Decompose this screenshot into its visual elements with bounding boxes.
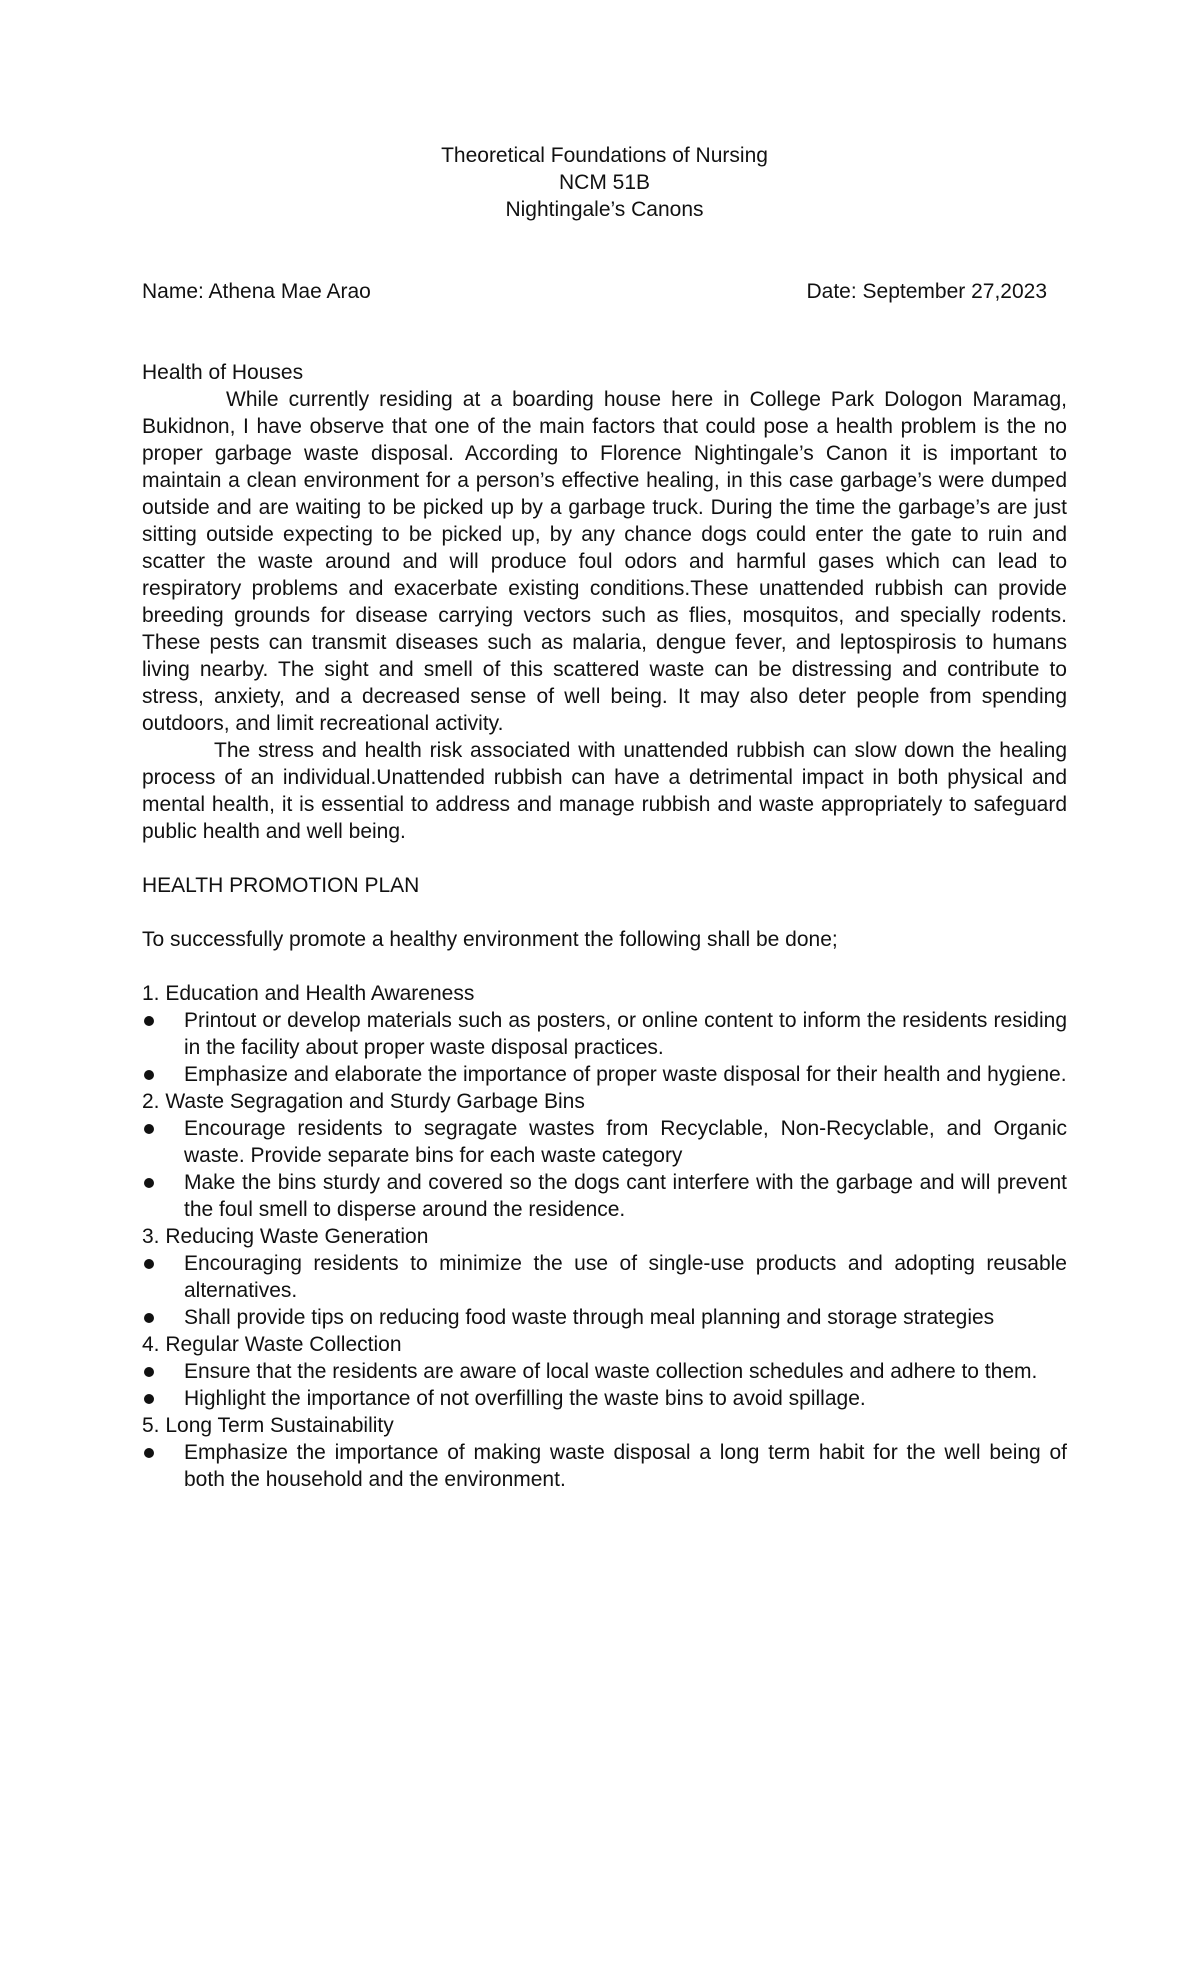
- bullet-text: Emphasize the importance of making waste disposal a long term habit for the well being of both the household and the environment.: [184, 1441, 1067, 1491]
- bullet-text: Printout or develop materials such as posters, or online content to inform the residents residing in the facility about proper waste disposal practices.: [184, 1009, 1067, 1059]
- document-header: [142, 142, 1067, 223]
- bullet-text: Ensure that the residents are aware of local waste collection schedules and adhere to them.: [184, 1360, 1038, 1383]
- plan-list: [142, 980, 1067, 1493]
- bullet-text: Make the bins sturdy and covered so the dogs cant interfere with the garbage and will prevent the foul smell to disperse around the residence.: [184, 1171, 1067, 1221]
- meta-row: [142, 278, 1067, 305]
- bullet-dot-icon: [144, 1070, 154, 1080]
- bullet-list: [142, 1250, 1067, 1331]
- bullet-item: [142, 1385, 1067, 1412]
- bullet-text: Highlight the importance of not overfilling the waste bins to avoid spillage.: [184, 1387, 866, 1410]
- plan-item-title: 1. Education and Health Awareness: [142, 982, 475, 1005]
- bullet-text: Shall provide tips on reducing food waste through meal planning and storage strategies: [184, 1306, 995, 1329]
- bullet-item: [142, 1439, 1067, 1493]
- document-date: Date: September 27,2023: [806, 280, 1047, 303]
- bullet-list: [142, 1439, 1067, 1493]
- plan-intro: To successfully promote a healthy environment the following shall be done;: [142, 928, 838, 951]
- bullet-dot-icon: [144, 1178, 154, 1188]
- plan-title: HEALTH PROMOTION PLAN: [142, 874, 420, 897]
- course-code: NCM 51B: [558, 171, 651, 194]
- bullet-list: [142, 1358, 1067, 1412]
- bullet-item: [142, 1250, 1067, 1304]
- bullet-list: [142, 1115, 1067, 1223]
- plan-item: [142, 980, 1067, 1088]
- plan-item-title: 2. Waste Segragation and Sturdy Garbage Bins: [142, 1090, 585, 1113]
- plan-item-title: 5. Long Term Sustainability: [142, 1414, 394, 1437]
- course-title: Theoretical Foundations of Nursing: [441, 144, 768, 167]
- bullet-dot-icon: [144, 1313, 154, 1323]
- student-name: Name: Athena Mae Arao: [142, 280, 371, 303]
- plan-item: [142, 1331, 1067, 1412]
- plan-item: [142, 1412, 1067, 1493]
- bullet-item: [142, 1007, 1067, 1061]
- bullet-text: Encouraging residents to minimize the use of single-use products and adopting reusable alternatives.: [184, 1252, 1067, 1302]
- section-paragraph-1: While currently residing at a boarding house here in College Park Dologon Maramag, Bukidnon, I have observe that one of the main factors that could pose a health problem is the no proper garbage waste disposal. According to Florence Nightingale’s Canon it is important to maintain a clean environment for a person’s effective healing, in this case garbage’s were dumped outside and are waiting to be picked up by a garbage truck. During the time the garbage’s are just sitting outside expecting to be picked up, by any chance dogs could enter the gate to ruin and scatter the waste around and will produce foul odors and harmful gases which can lead to respiratory problems and exacerbate existing conditions.These unattended rubbish can provide breeding grounds for disease carrying vectors such as flies, mosquitos, and specially rodents. These pests can transmit diseases such as malaria, dengue fever, and leptospirosis to humans living nearby. The sight and smell of this scattered waste can be distressing and contribute to stress, anxiety, and a decreased sense of well being. It may also deter people from spending outdoors, and limit recreational activity.: [142, 388, 1067, 735]
- bullet-item: [142, 1115, 1067, 1169]
- bullet-item: [142, 1358, 1067, 1385]
- section-title: Health of Houses: [142, 361, 304, 384]
- bullet-dot-icon: [144, 1448, 154, 1458]
- section-paragraph-2: The stress and health risk associated with unattended rubbish can slow down the healing process of an individual.Unattended rubbish can have a detrimental impact in both physical and mental health, it is essential to address and manage rubbish and waste appropriately to safeguard public health and well being.: [142, 739, 1067, 843]
- plan-item: [142, 1088, 1067, 1223]
- bullet-dot-icon: [144, 1124, 154, 1134]
- document-subtitle: Nightingale’s Canons: [505, 198, 704, 221]
- bullet-item: [142, 1304, 1067, 1331]
- plan-item: [142, 1223, 1067, 1331]
- bullet-item: [142, 1061, 1067, 1088]
- bullet-text: Encourage residents to segragate wastes from Recyclable, Non-Recyclable, and Organic waste. Provide separate bins for each waste category: [184, 1117, 1067, 1167]
- bullet-item: [142, 1169, 1067, 1223]
- bullet-dot-icon: [144, 1367, 154, 1377]
- bullet-dot-icon: [144, 1259, 154, 1269]
- plan-item-title: 4. Regular Waste Collection: [142, 1333, 402, 1356]
- bullet-list: [142, 1007, 1067, 1088]
- bullet-dot-icon: [144, 1016, 154, 1026]
- plan-item-title: 3. Reducing Waste Generation: [142, 1225, 429, 1248]
- bullet-text: Emphasize and elaborate the importance of proper waste disposal for their health and hygiene.: [184, 1063, 1067, 1086]
- document-body: [142, 142, 1067, 1493]
- bullet-dot-icon: [144, 1394, 154, 1404]
